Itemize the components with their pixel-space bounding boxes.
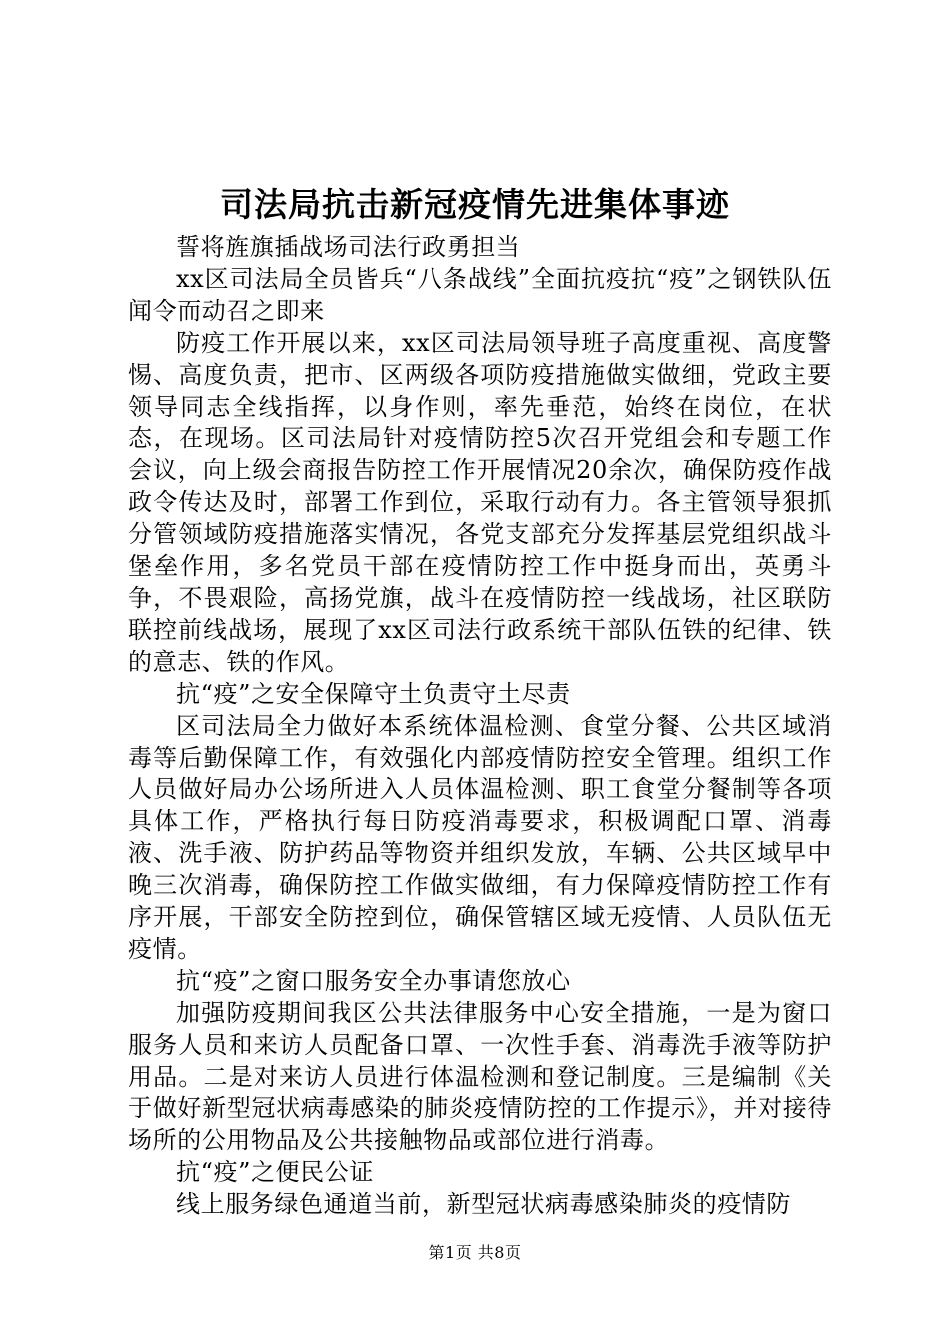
- section-heading: 抗“疫”之便民公证: [176, 1158, 374, 1187]
- section-heading: 抗“疫”之窗口服务安全办事请您放心: [176, 966, 571, 995]
- document-title: 司法局抗击新冠疫情先进集体事迹: [220, 185, 730, 224]
- paragraph: 区司法局全力做好本系统体温检测、食堂分餐、公共区域消毒等后勤保障工作，有效强化内部疫情防控安全管理。组织工作人员做好局办公场所进入人员体温检测、职工食堂分餐制等各项具体工作，严格执行每日防疫消毒要求，积极调配口罩、消毒液、洗手液、防护药品等物资并组织发放，车辆、公共区域早中晚三次消毒，确保防控工作做实做细，有力保障疫情防控工作有序开展，干部安全防控到位，确保管辖区域无疫情、人员队伍无疫情。: [128, 711, 832, 963]
- section-heading: 抗“疫”之安全保障守土负责守土尽责: [176, 679, 571, 708]
- paragraph: 线上服务绿色通道当前，新型冠状病毒感染肺炎的疫情防: [176, 1190, 791, 1219]
- paragraph: 防疫工作开展以来，xx区司法局领导班子高度重视、高度警惕、高度负责，把市、区两级各项防疫措施做实做细，党政主要领导同志全线指挥，以身作则，率先垂范，始终在岗位，在状态，在现场。区司法局针对疫情防控5次召开党组会和专题工作会议，向上级会商报告防控工作开展情况20余次，确保防疫作战政令传达及时，部署工作到位，采取行动有力。各主管领导狠抓分管领域防疫措施落实情况，各党支部充分发挥基层党组织战斗堡垒作用，多名党员干部在疫情防控工作中挺身而出，英勇斗争，不畏艰险，高扬党旗，战斗在疫情防控一线战场，社区联防联控前线战场，展现了xx区司法行政系统干部队伍铁的纪律、铁的意志、铁的作风。: [128, 328, 832, 676]
- paragraph: 加强防疫期间我区公共法律服务中心安全措施，一是为窗口服务人员和来访人员配备口罩、一次性手套、消毒洗手液等防护用品。二是对来访人员进行体温检测和登记制度。三是编制《关于做好新型冠状病毒感染的肺炎疫情防控的工作提示》，并对接待场所的公用物品及公共接触物品或部位进行消毒。: [128, 998, 832, 1155]
- paragraph: xx区司法局全员皆兵“八条战线”全面抗疫抗“疫”之钢铁队伍闻令而动召之即来: [128, 264, 832, 325]
- page-footer: 第1页 共8页: [428, 1243, 522, 1262]
- section-heading: 誓将旌旗插战场司法行政勇担当: [176, 233, 521, 261]
- document-body: [128, 232, 832, 1221]
